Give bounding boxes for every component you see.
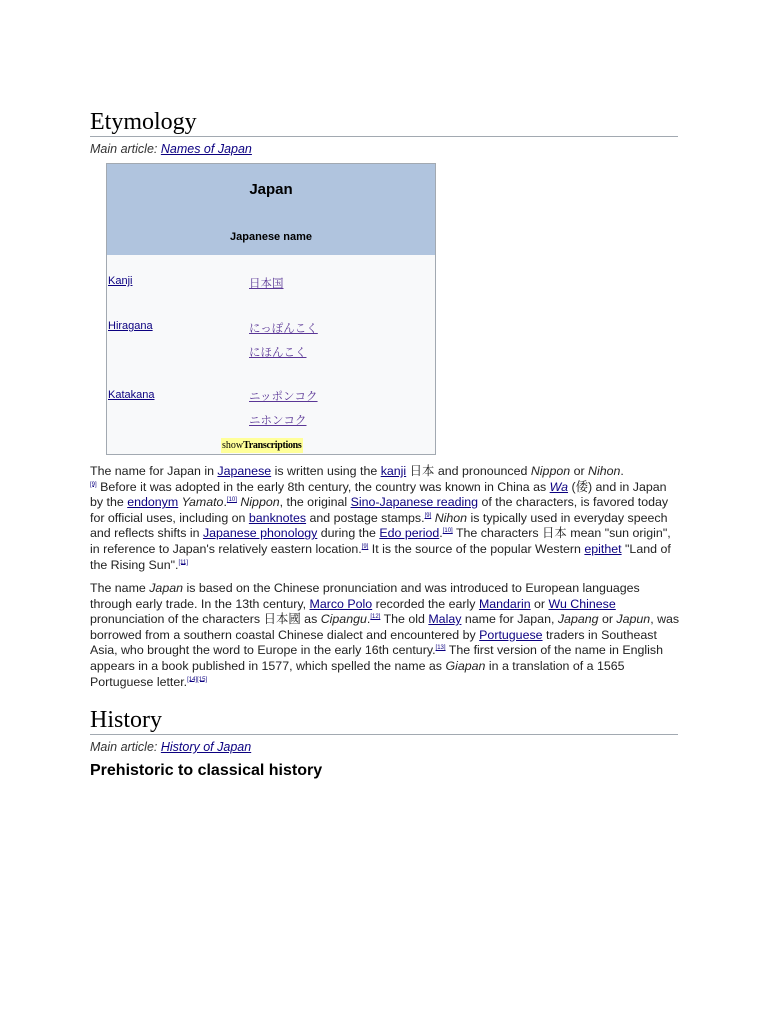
infobox-value-katakana-1[interactable]: ニッポンコク [249,391,318,403]
sino-japanese-reading-link[interactable]: Sino-Japanese reading [350,495,479,510]
etymology-paragraph-2: The name Japan is based on the Chinese pronunciation and was introduced to European languages through early trade. In the 13th century, Marco Polo recorded the early Mandarin or Wu Chinese pronunciation of the characters 日本國 as Cipangu.[12] The old Malay name for Japan, Japang or Japun, was borrowed from a southern coastal Chinese dialect and encountered by Portuguese traders in Southeast Asia, who brought the word to Europe in the early 16th century.[13] The first version of the name in English appears in a book published in 1577, which spelled the name as Giapan in a translation of a 1565 Portuguese letter.[14][15] [90,581,680,689]
citation-11[interactable]: [11] [178,559,188,566]
wu-chinese-link[interactable]: Wu Chinese [548,596,616,611]
prehistoric-subheading: Prehistoric to classical history [90,762,323,779]
hatnote-prefix: Main article: [90,142,161,156]
infobox-header [107,164,435,255]
infobox-value-katakana-2[interactable]: ニホンコク [249,415,307,427]
names-of-japan-link[interactable]: Names of Japan [160,142,252,156]
etymology-heading: Etymology [90,108,678,137]
etymology-section-header [90,108,678,157]
portuguese-link[interactable]: Portuguese [479,627,543,642]
etymology-paragraph-1: The name for Japan in Japanese is written using the kanji 日本 and pronounced Nippon or Nihon. [9] Before it was adopted in the early 8th century, the country was known in China as Wa (倭) and in Japan by the endonym Yamato.[10] Nippon, the original Sino-Japanese reading of the characters, is favored today for official uses, including on banknotes and postage stamps.[9] Nihon is typically used in everyday speech and reflects shifts in Japanese phonology during the Edo period.[10] The characters 日本 mean "sun origin", in reference to Japan's relatively eastern location.[9] It is the source of the popular Western epithet "Land of the Rising Sun".[11] [90,464,671,572]
marco-polo-link[interactable]: Marco Polo [309,596,373,611]
history-section-header [90,706,678,755]
epithet-link[interactable]: epithet [584,541,622,556]
wa-link[interactable]: Wa [549,479,569,494]
citation-12[interactable]: [12] [370,614,381,621]
infobox-label-katakana[interactable]: Katakana [108,389,155,401]
infobox-subtitle: Japanese name [230,231,312,243]
infobox-label-hiragana[interactable]: Hiragana [108,320,153,332]
citation-14-15[interactable]: [14][15] [187,676,208,683]
infobox-label-kanji[interactable]: Kanji [108,275,133,287]
banknotes-link[interactable]: banknotes [248,510,307,525]
japanese-phonology-link[interactable]: Japanese phonology [202,526,318,541]
kanji-link[interactable]: kanji [380,464,407,478]
citation-9c[interactable]: [9] [361,543,369,550]
malay-link[interactable]: Malay [428,612,462,627]
hatnote-prefix: Main article: [90,740,161,754]
infobox-value-kanji[interactable]: 日本国 [249,278,284,290]
citation-10[interactable]: [10] [226,497,237,504]
infobox-value-hiragana-1[interactable]: にっぽんこく [249,323,318,335]
show-label[interactable]: show [222,440,244,451]
citation-9b[interactable]: [9] [424,512,432,519]
infobox-title: Japan [249,181,293,198]
citation-9[interactable]: [9] [90,481,97,488]
show-transcriptions-toggle[interactable] [221,438,303,453]
citation-10b[interactable]: [10] [442,528,453,535]
transcriptions-label: Transcriptions [243,440,302,451]
infobox-value-hiragana-2[interactable]: にほんこく [249,347,307,359]
edo-period-link[interactable]: Edo period [379,526,440,541]
etymology-hatnote [90,141,678,157]
endonym-link[interactable]: endonym [127,495,179,510]
history-of-japan-link[interactable]: History of Japan [160,740,252,754]
history-heading: History [90,706,678,735]
japanese-language-link[interactable]: Japanese [217,464,272,478]
japan-infobox [106,163,436,455]
citation-13[interactable]: [13] [435,645,446,652]
history-hatnote [90,739,678,755]
mandarin-link[interactable]: Mandarin [478,596,531,611]
